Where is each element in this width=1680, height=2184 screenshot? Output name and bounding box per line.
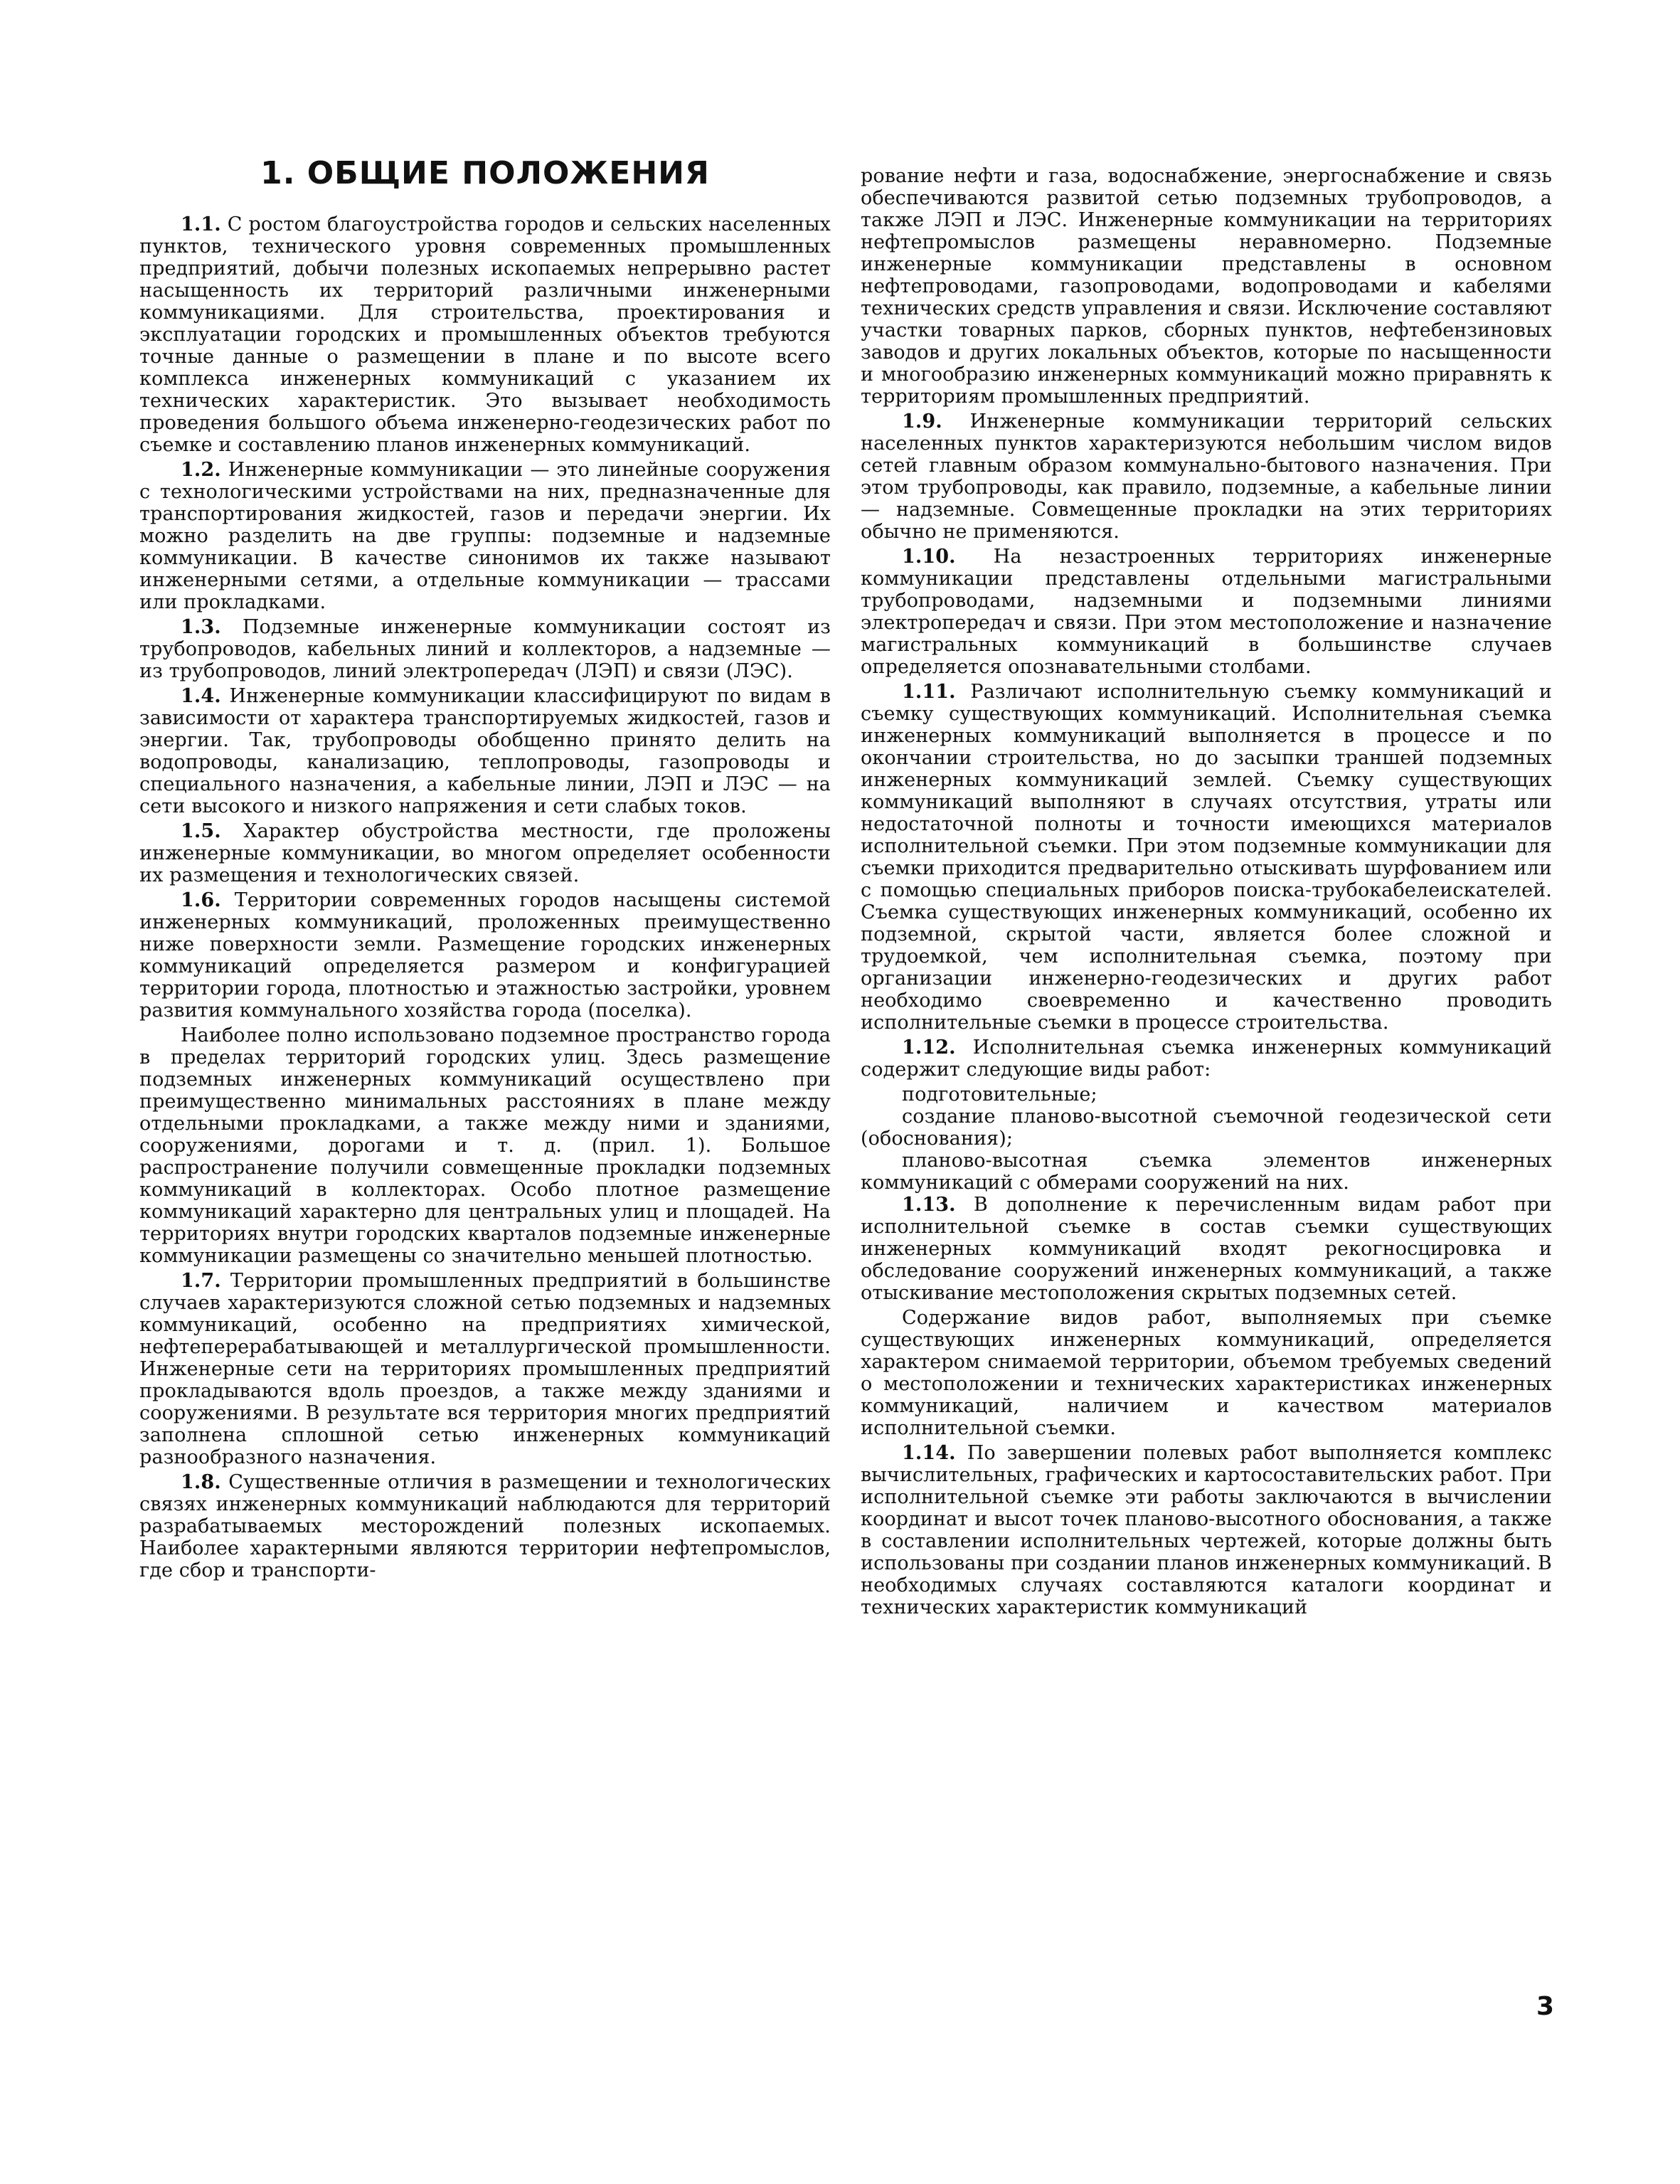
paragraph — [139, 213, 831, 456]
paragraph-text: Наиболее полно использовано подземное пространство города в пределах территорий городских улиц. Здесь размещение подземных инженерных коммуникаций осуществлено при преимущественно минимальных расстояниях в плане между отдельными прокладками, а также между ними и зданиями, сооружениями, дорогами и т. д. (прил. 1). Большое распространение получили совмещенные прокладки подземных коммуникаций в коллекторах. Особо плотное размещение коммуникаций характерно для центральных улиц и площадей. На территориях внутри городских кварталов подземные инженерные коммуникации размещены со значительно меньшей плотностью. — [139, 1024, 831, 1267]
paragraph-text: Подземные инженерные коммуникации состоят из трубопроводов, кабельных линий и коллекторов, а надземные — из трубопроводов, линий электропередач (ЛЭП) и связи (ЛЭС). — [139, 616, 831, 682]
paragraph-number: 1.9. — [902, 410, 942, 433]
paragraph — [139, 1270, 831, 1468]
paragraph — [861, 1083, 1552, 1106]
left-paragraphs — [139, 213, 831, 1581]
paragraph-number: 1.3. — [181, 616, 221, 638]
paragraph-number: 1.4. — [181, 685, 221, 707]
paragraph-text: подготовительные; — [902, 1083, 1097, 1106]
paragraph-number: 1.2. — [181, 459, 221, 481]
paragraph — [139, 820, 831, 886]
paragraph — [139, 459, 831, 613]
paragraph-text: Инженерные коммуникации классифицируют по видам в зависимости от характера транспортируемых жидкостей, газов и энергии. Так, трубопроводы обобщенно принято делить на водопроводы, канализацию, теплопроводы, газопроводы и специального назначения, а кабельные линии, ЛЭП и ЛЭС — на сети высокого и низкого напряжения и сети слабых токов. — [139, 685, 831, 817]
paragraph-number: 1.8. — [181, 1471, 221, 1493]
paragraph-number: 1.5. — [181, 820, 221, 842]
paragraph — [861, 1150, 1552, 1194]
paragraph-number: 1.13. — [902, 1194, 956, 1216]
paragraph — [861, 1307, 1552, 1439]
paragraph — [861, 165, 1552, 408]
paragraph-number: 1.1. — [181, 213, 221, 235]
page-number: 3 — [1536, 1992, 1555, 2021]
paragraph — [139, 685, 831, 817]
paragraph — [139, 616, 831, 682]
paragraph-text: Характер обустройства местности, где проложены инженерные коммуникации, во многом определяет особенности их размещения и технологических связей. — [139, 820, 831, 886]
paragraph-text: планово-высотная съемка элементов инженерных коммуникаций с обмерами сооружений на них. — [861, 1150, 1552, 1194]
paragraph-number: 1.14. — [902, 1442, 956, 1464]
paragraph-text: создание планово-высотной съемочной геодезической сети (обоснования); — [861, 1106, 1552, 1150]
paragraph-text: Различают исполнительную съемку коммуникаций и съемку существующих коммуникаций. Исполнительная съемка инженерных коммуникаций выполняется в процессе и по окончании строительства, но до засыпки траншей подземных инженерных коммуникаций землей. Съемку существующих коммуникаций выполняют в случаях отсутствия, утраты или недостаточной полноты и точности имеющихся материалов исполнительной съемки. При этом подземные коммуникации для съемки приходится предварительно отыскивать шурфованием или с помощью специальных приборов поиска-трубокабелеискателей. Съемка существующих инженерных коммуникаций, особенно их подземной, скрытой части, является более сложной и трудоемкой, чем исполнительная съемка, поэтому при организации инженерно-геодезических и других работ необходимо своевременно и качественно проводить исполнительные съемки в процессе строительства. — [861, 681, 1552, 1034]
paragraph — [861, 546, 1552, 678]
paragraph-number: 1.11. — [902, 681, 956, 703]
paragraph-number: 1.10. — [902, 546, 956, 568]
section-title: 1. ОБЩИЕ ПОЛОЖЕНИЯ — [260, 155, 710, 191]
paragraph — [139, 1024, 831, 1267]
paragraph-text: В дополнение к перечисленным видам работ при исполнительной съемке в состав съемки существующих инженерных коммуникаций входят рекогносцировка и обследование сооружений инженерных коммуникаций, а также отыскивание местоположения скрытых подземных сетей. — [861, 1194, 1552, 1304]
paragraph — [861, 1037, 1552, 1081]
paragraph — [861, 1442, 1552, 1618]
paragraph-text: Исполнительная съемка инженерных коммуникаций содержит следующие виды работ: — [861, 1037, 1552, 1081]
paragraph-number: 1.7. — [181, 1270, 221, 1292]
paragraph-text: На незастроенных территориях инженерные коммуникации представлены отдельными магистральными трубопроводами, надземными и подземными линиями электропередач и связи. При этом местоположение и назначение магистральных коммуникаций в большинстве случаев определяется опознавательными столбами. — [861, 546, 1552, 678]
paragraph-text: рование нефти и газа, водоснабжение, энергоснабжение и связь обеспечиваются развитой сетью подземных трубопроводов, а также ЛЭП и ЛЭС. Инженерные коммуникации на территориях нефтепромыслов размещены неравномерно. Подземные инженерные коммуникации представлены в основном нефтепроводами, газопроводами, водопроводами и кабелями технических средств управления и связи. Исключение составляют участки товарных парков, сборных пунктов, нефтебензиновых заводов и других локальных объектов, которые по насыщенности и многообразию инженерных коммуникаций можно приравнять к территориям промышленных предприятий. — [861, 165, 1552, 408]
paragraph — [139, 889, 831, 1022]
paragraph-text: Содержание видов работ, выполняемых при съемке существующих инженерных коммуникаций, определяется характером снимаемой территории, объемом требуемых сведений о местоположении и технических характеристиках инженерных коммуникаций, наличием и качеством материалов исполнительной съемки. — [861, 1307, 1552, 1439]
paragraph-text: Инженерные коммуникации — это линейные сооружения с технологическими устройствами на них, предназначенные для транспортирования жидкостей, газов и передачи энергии. Их можно разделить на две группы: подземные и надземные коммуникации. В качестве синонимов их также называют инженерными сетями, а отдельные коммуникации — трассами или прокладками. — [139, 459, 831, 613]
paragraph — [861, 1106, 1552, 1150]
paragraph — [139, 1471, 831, 1581]
paragraph-text: Территории промышленных предприятий в большинстве случаев характеризуются сложной сетью подземных и надземных коммуникаций, особенно на предприятиях химической, нефтеперерабатывающей и металлургической промышленности. Инженерные сети на территориях промышленных предприятий прокладываются вдоль проездов, а также между зданиями и сооружениями. В результате вся территория многих предприятий заполнена сплошной сетью инженерных коммуникаций разнообразного назначения. — [139, 1270, 831, 1468]
paragraph-number: 1.6. — [181, 889, 221, 911]
paragraph — [861, 410, 1552, 543]
paragraph — [861, 681, 1552, 1034]
paragraph-text: Существенные отличия в размещении и технологических связях инженерных коммуникаций наблюдаются для территорий разрабатываемых месторождений полезных ископаемых. Наиболее характерными являются территории нефтепромыслов, где сбор и транспорти- — [139, 1471, 831, 1581]
paragraph-text: Инженерные коммуникации территорий сельских населенных пунктов характеризуются небольшим числом видов сетей главным образом коммунально-бытового назначения. При этом трубопроводы, как правило, подземные, а кабельные линии — надземные. Совмещенные прокладки на этих территориях обычно не применяются. — [861, 410, 1552, 543]
left-column — [139, 155, 831, 1584]
paragraph-text: Территории современных городов насыщены системой инженерных коммуникаций, проложенных преимущественно ниже поверхности земли. Размещение городских инженерных коммуникаций определяется размером и конфигурацией территории города, плотностью и этажностью застройки, уровнем развития коммунального хозяйства города (поселка). — [139, 889, 831, 1022]
paragraph — [861, 1194, 1552, 1304]
right-paragraphs — [861, 165, 1552, 1618]
paragraph-text: По завершении полевых работ выполняется комплекс вычислительных, графических и картосоставительских работ. При исполнительной съемке эти работы заключаются в вычислении координат и высот точек планово-высотного обоснования, а также в составлении исполнительных чертежей, которые должны быть использованы при создании планов инженерных коммуникаций. В необходимых случаях составляются каталоги координат и технических характеристик коммуникаций — [861, 1442, 1552, 1618]
right-column — [861, 165, 1552, 1621]
paragraph-number: 1.12. — [902, 1037, 956, 1059]
paragraph-text: С ростом благоустройства городов и сельских населенных пунктов, технического уровня современных промышленных предприятий, добычи полезных ископаемых непрерывно растет насыщенность их территорий различными инженерными коммуникациями. Для строительства, проектирования и эксплуатации городских и промышленных объектов требуются точные данные о размещении в плане и по высоте всего комплекса инженерных коммуникаций с указанием их технических характеристик. Это вызывает необходимость проведения большого объема инженерно-геодезических работ по съемке и составлению планов инженерных коммуникаций. — [139, 213, 831, 456]
